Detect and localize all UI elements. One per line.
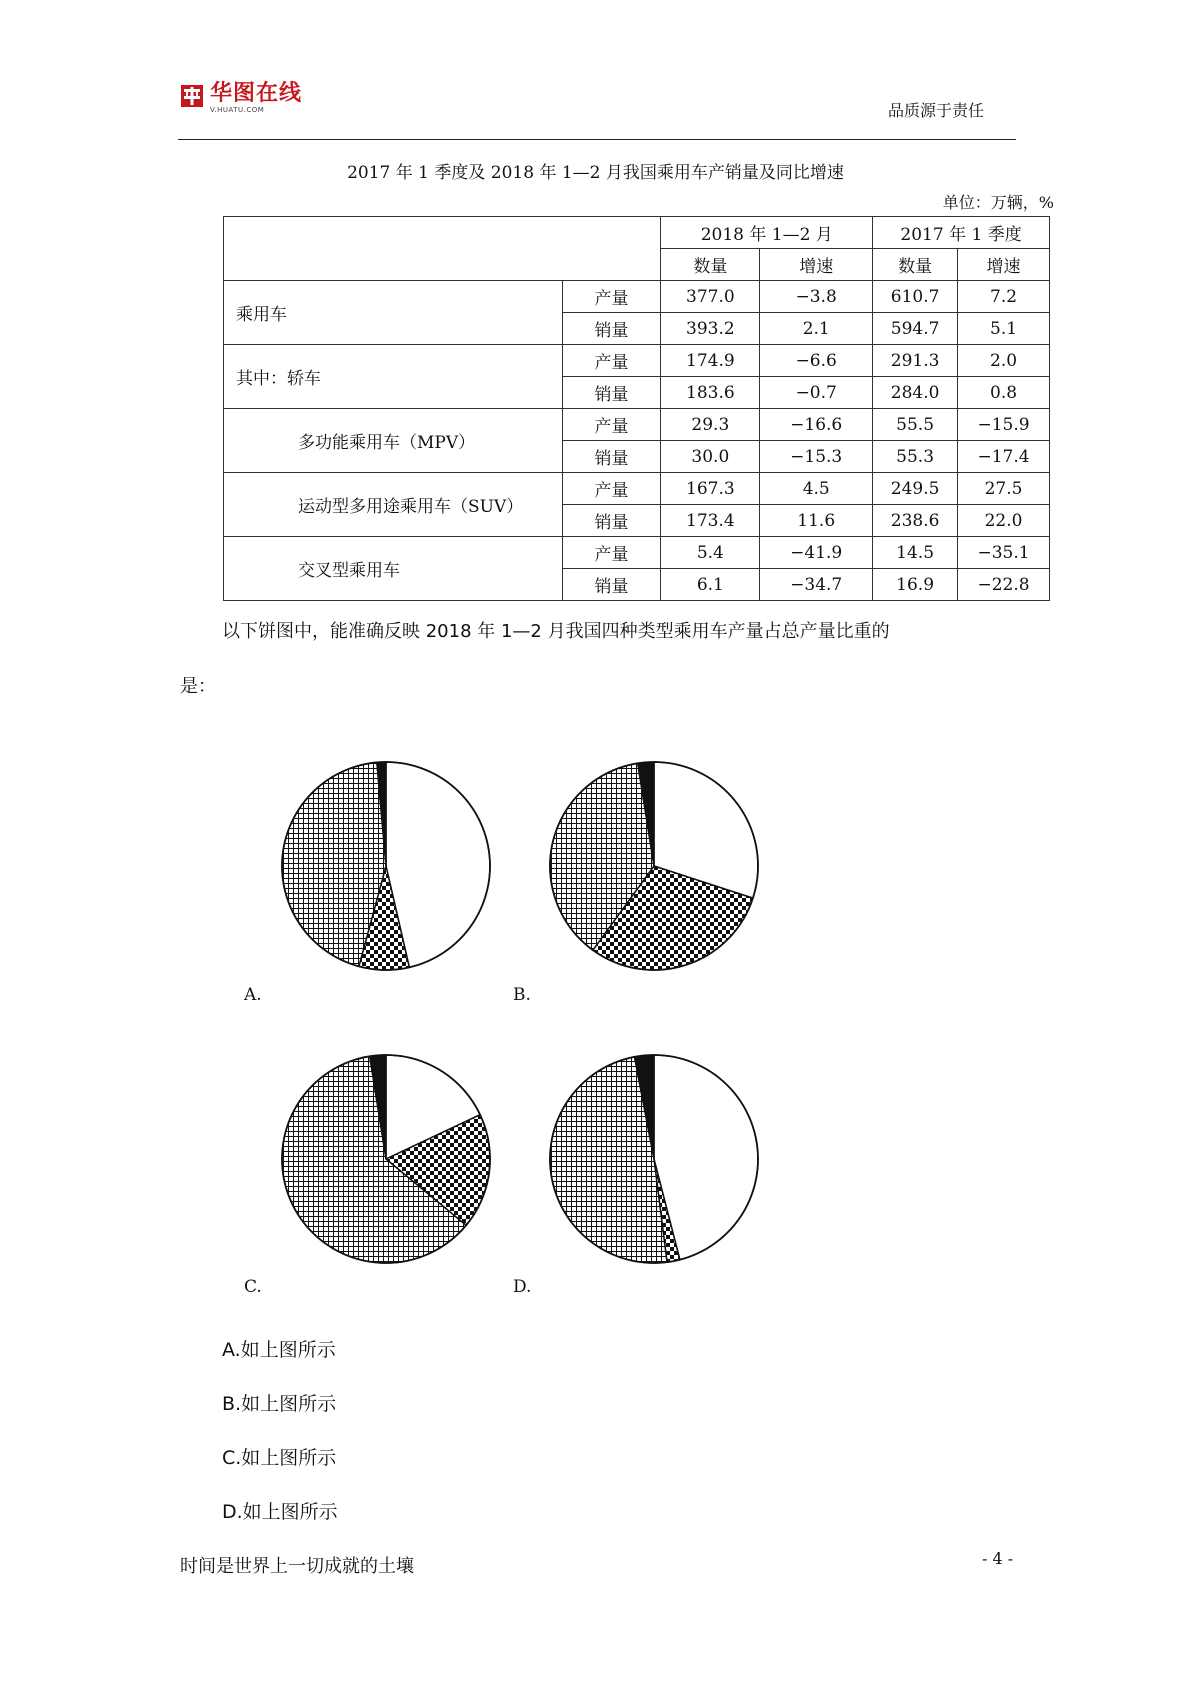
table-cell: 174.9 — [661, 345, 760, 377]
table-cell: 377.0 — [661, 281, 760, 313]
row-type: 销量 — [562, 377, 661, 409]
pie-label-a: A. — [244, 985, 262, 1005]
table-cell: 167.3 — [661, 473, 760, 505]
pie-label-d: D. — [513, 1277, 532, 1297]
pie-chart-b — [546, 758, 762, 974]
table-cell: 2.0 — [958, 345, 1050, 377]
table-row — [224, 473, 1050, 505]
table-cell: 29.3 — [661, 409, 760, 441]
table-cell: 0.8 — [958, 377, 1050, 409]
group-header-2017: 2017 年 1 季度 — [873, 217, 1050, 249]
row-category: 多功能乘用车（MPV） — [224, 409, 563, 473]
header-tagline: 品质源于责任 — [888, 101, 985, 120]
pie-chart-c — [278, 1051, 494, 1267]
row-category: 其中：轿车 — [224, 345, 563, 409]
table-cell: 6.1 — [661, 569, 760, 601]
table-cell: 5.1 — [958, 313, 1050, 345]
table-cell: −0.7 — [760, 377, 873, 409]
row-type: 产量 — [562, 409, 661, 441]
table-cell: 594.7 — [873, 313, 958, 345]
table-cell: 55.3 — [873, 441, 958, 473]
data-table — [223, 216, 1050, 601]
table-cell: 249.5 — [873, 473, 958, 505]
huatu-logo — [180, 82, 302, 114]
row-type: 产量 — [562, 345, 661, 377]
table-cell: −15.3 — [760, 441, 873, 473]
table-header-row — [224, 217, 1050, 249]
subheader-cell: 增速 — [760, 249, 873, 281]
option-b[interactable]: B.如上图所示 — [222, 1393, 337, 1415]
table-cell: 238.6 — [873, 505, 958, 537]
header-blank-cell — [224, 217, 661, 281]
table-cell: −15.9 — [958, 409, 1050, 441]
page-number: - 4 - — [982, 1549, 1014, 1568]
option-a[interactable]: A.如上图所示 — [222, 1339, 336, 1361]
table-cell: −34.7 — [760, 569, 873, 601]
row-type: 销量 — [562, 441, 661, 473]
logo-icon — [180, 84, 204, 112]
table-cell: 183.6 — [661, 377, 760, 409]
table-title: 2017 年 1 季度及 2018 年 1—2 月我国乘用车产销量及同比增速 — [347, 163, 844, 183]
table-cell: −16.6 — [760, 409, 873, 441]
pie-chart-d — [546, 1051, 762, 1267]
logo-name: 华图在线 — [210, 81, 303, 106]
table-cell: 5.4 — [661, 537, 760, 569]
row-type: 产量 — [562, 281, 661, 313]
table-row — [224, 345, 1050, 377]
table-cell: 173.4 — [661, 505, 760, 537]
table-cell: −41.9 — [760, 537, 873, 569]
table-cell: 11.6 — [760, 505, 873, 537]
row-category: 交叉型乘用车 — [224, 537, 563, 601]
table-cell: −6.6 — [760, 345, 873, 377]
table-row — [224, 537, 1050, 569]
footer-motto: 时间是世界上一切成就的土壤 — [180, 1556, 414, 1577]
subheader-cell: 数量 — [873, 249, 958, 281]
table-cell: 4.5 — [760, 473, 873, 505]
option-d[interactable]: D.如上图所示 — [222, 1501, 338, 1523]
pie-label-c: C. — [244, 1277, 262, 1297]
question-text-line1: 以下饼图中，能准确反映 2018 年 1—2 月我国四种类型乘用车产量占总产量比重的 — [222, 621, 890, 642]
table-cell: 393.2 — [661, 313, 760, 345]
table-cell: 22.0 — [958, 505, 1050, 537]
table-cell: −35.1 — [958, 537, 1050, 569]
row-type: 销量 — [562, 505, 661, 537]
table-cell: 27.5 — [958, 473, 1050, 505]
table-cell: 14.5 — [873, 537, 958, 569]
table-unit: 单位：万辆，% — [942, 193, 1054, 212]
table-cell: 7.2 — [958, 281, 1050, 313]
table-cell: −3.8 — [760, 281, 873, 313]
table-cell: −17.4 — [958, 441, 1050, 473]
header-rule — [178, 139, 1016, 140]
table-row — [224, 409, 1050, 441]
table-cell: 284.0 — [873, 377, 958, 409]
table-cell: 291.3 — [873, 345, 958, 377]
subheader-cell: 数量 — [661, 249, 760, 281]
logo-url: V.HUATU.COM — [210, 106, 265, 114]
row-type: 产量 — [562, 473, 661, 505]
pie-chart-a — [278, 758, 494, 974]
row-type: 产量 — [562, 537, 661, 569]
group-header-2018: 2018 年 1—2 月 — [661, 217, 873, 249]
table-cell: 2.1 — [760, 313, 873, 345]
table-row — [224, 281, 1050, 313]
row-type: 销量 — [562, 569, 661, 601]
option-c[interactable]: C.如上图所示 — [222, 1447, 337, 1469]
table-cell: 16.9 — [873, 569, 958, 601]
subheader-cell: 增速 — [958, 249, 1050, 281]
row-type: 销量 — [562, 313, 661, 345]
pie-label-b: B. — [513, 985, 531, 1005]
table-cell: 55.5 — [873, 409, 958, 441]
question-text-line2: 是： — [180, 676, 216, 697]
table-cell: −22.8 — [958, 569, 1050, 601]
row-category: 运动型多用途乘用车（SUV） — [224, 473, 563, 537]
table-cell: 30.0 — [661, 441, 760, 473]
row-category: 乘用车 — [224, 281, 563, 345]
table-cell: 610.7 — [873, 281, 958, 313]
